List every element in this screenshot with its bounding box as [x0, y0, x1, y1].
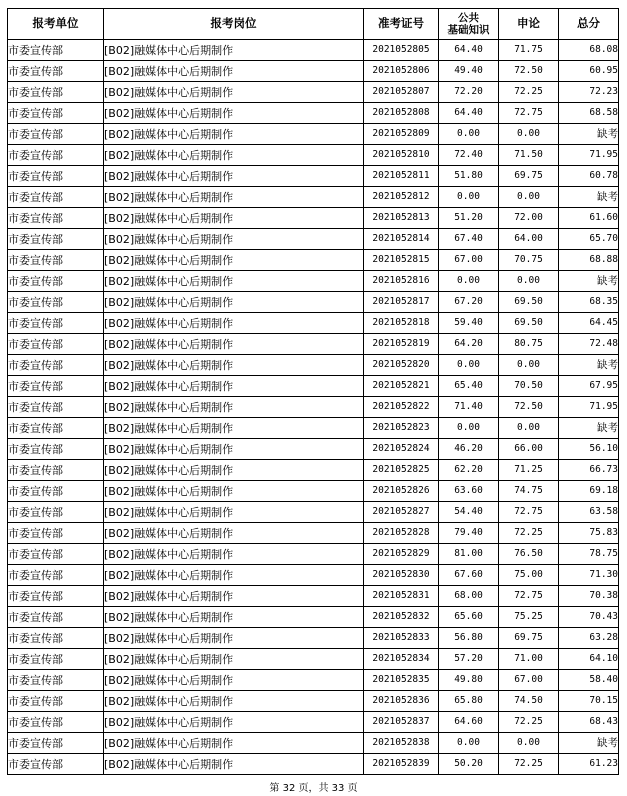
cell-knowledge: 64.40 — [439, 103, 499, 124]
cell-essay: 71.00 — [499, 649, 559, 670]
table-row — [8, 502, 619, 523]
header-essay: 申论 — [499, 9, 559, 40]
cell-essay: 72.75 — [499, 586, 559, 607]
cell-unit: 市委宣传部 — [8, 229, 104, 250]
cell-ticket: 2021052837 — [364, 712, 439, 733]
cell-knowledge: 72.40 — [439, 145, 499, 166]
cell-knowledge: 0.00 — [439, 733, 499, 754]
cell-total: 缺考 — [559, 271, 619, 292]
cell-unit: 市委宣传部 — [8, 271, 104, 292]
cell-knowledge: 59.40 — [439, 313, 499, 334]
cell-ticket: 2021052830 — [364, 565, 439, 586]
cell-post: [B02]融媒体中心后期制作 — [104, 670, 364, 691]
cell-total: 75.83 — [559, 523, 619, 544]
cell-essay: 75.25 — [499, 607, 559, 628]
cell-knowledge: 71.40 — [439, 397, 499, 418]
cell-post: [B02]融媒体中心后期制作 — [104, 565, 364, 586]
cell-unit: 市委宣传部 — [8, 544, 104, 565]
cell-knowledge: 0.00 — [439, 124, 499, 145]
table-row — [8, 229, 619, 250]
cell-post: [B02]融媒体中心后期制作 — [104, 145, 364, 166]
cell-knowledge: 56.80 — [439, 628, 499, 649]
cell-post: [B02]融媒体中心后期制作 — [104, 649, 364, 670]
table-row — [8, 82, 619, 103]
cell-knowledge: 50.20 — [439, 754, 499, 775]
score-table — [7, 8, 619, 775]
cell-total: 缺考 — [559, 418, 619, 439]
cell-knowledge: 67.60 — [439, 565, 499, 586]
cell-ticket: 2021052806 — [364, 61, 439, 82]
cell-unit: 市委宣传部 — [8, 754, 104, 775]
cell-total: 68.08 — [559, 40, 619, 61]
cell-post: [B02]融媒体中心后期制作 — [104, 481, 364, 502]
cell-total: 69.18 — [559, 481, 619, 502]
table-row — [8, 166, 619, 187]
table-row — [8, 439, 619, 460]
table-row — [8, 61, 619, 82]
cell-post: [B02]融媒体中心后期制作 — [104, 607, 364, 628]
cell-ticket: 2021052817 — [364, 292, 439, 313]
header-post: 报考岗位 — [104, 9, 364, 40]
cell-total: 56.10 — [559, 439, 619, 460]
table-body — [8, 40, 619, 775]
cell-post: [B02]融媒体中心后期制作 — [104, 82, 364, 103]
cell-essay: 72.25 — [499, 754, 559, 775]
cell-unit: 市委宣传部 — [8, 460, 104, 481]
cell-ticket: 2021052807 — [364, 82, 439, 103]
cell-knowledge: 67.20 — [439, 292, 499, 313]
cell-knowledge: 57.20 — [439, 649, 499, 670]
table-row — [8, 544, 619, 565]
cell-total: 64.10 — [559, 649, 619, 670]
cell-ticket: 2021052824 — [364, 439, 439, 460]
table-row — [8, 334, 619, 355]
cell-post: [B02]融媒体中心后期制作 — [104, 250, 364, 271]
cell-ticket: 2021052825 — [364, 460, 439, 481]
cell-post: [B02]融媒体中心后期制作 — [104, 271, 364, 292]
cell-knowledge: 46.20 — [439, 439, 499, 460]
table-row — [8, 481, 619, 502]
cell-ticket: 2021052808 — [364, 103, 439, 124]
cell-total: 72.23 — [559, 82, 619, 103]
table-row — [8, 754, 619, 775]
cell-essay: 69.75 — [499, 628, 559, 649]
cell-total: 68.35 — [559, 292, 619, 313]
header-unit: 报考单位 — [8, 9, 104, 40]
cell-essay: 70.50 — [499, 376, 559, 397]
cell-essay: 72.75 — [499, 103, 559, 124]
cell-post: [B02]融媒体中心后期制作 — [104, 313, 364, 334]
cell-total: 60.78 — [559, 166, 619, 187]
cell-ticket: 2021052805 — [364, 40, 439, 61]
cell-unit: 市委宣传部 — [8, 586, 104, 607]
cell-unit: 市委宣传部 — [8, 313, 104, 334]
cell-post: [B02]融媒体中心后期制作 — [104, 439, 364, 460]
cell-ticket: 2021052822 — [364, 397, 439, 418]
cell-unit: 市委宣传部 — [8, 712, 104, 733]
cell-unit: 市委宣传部 — [8, 565, 104, 586]
cell-ticket: 2021052828 — [364, 523, 439, 544]
cell-unit: 市委宣传部 — [8, 691, 104, 712]
cell-ticket: 2021052821 — [364, 376, 439, 397]
header-knowledge-line1: 公共 — [458, 12, 479, 24]
cell-ticket: 2021052839 — [364, 754, 439, 775]
cell-unit: 市委宣传部 — [8, 376, 104, 397]
cell-total: 70.15 — [559, 691, 619, 712]
cell-total: 63.28 — [559, 628, 619, 649]
cell-knowledge: 54.40 — [439, 502, 499, 523]
cell-essay: 71.25 — [499, 460, 559, 481]
cell-knowledge: 67.00 — [439, 250, 499, 271]
cell-ticket: 2021052816 — [364, 271, 439, 292]
cell-total: 缺考 — [559, 187, 619, 208]
cell-total: 70.43 — [559, 607, 619, 628]
cell-knowledge: 81.00 — [439, 544, 499, 565]
cell-knowledge: 49.80 — [439, 670, 499, 691]
cell-post: [B02]融媒体中心后期制作 — [104, 103, 364, 124]
cell-unit: 市委宣传部 — [8, 40, 104, 61]
cell-total: 61.60 — [559, 208, 619, 229]
cell-total: 70.38 — [559, 586, 619, 607]
cell-unit: 市委宣传部 — [8, 250, 104, 271]
cell-knowledge: 65.40 — [439, 376, 499, 397]
table-row — [8, 733, 619, 754]
table-row — [8, 187, 619, 208]
cell-unit: 市委宣传部 — [8, 355, 104, 376]
cell-unit: 市委宣传部 — [8, 61, 104, 82]
table-row — [8, 628, 619, 649]
table-row — [8, 418, 619, 439]
table-row — [8, 145, 619, 166]
table-row — [8, 607, 619, 628]
cell-essay: 0.00 — [499, 271, 559, 292]
cell-ticket: 2021052835 — [364, 670, 439, 691]
cell-knowledge: 0.00 — [439, 187, 499, 208]
cell-post: [B02]融媒体中心后期制作 — [104, 712, 364, 733]
cell-unit: 市委宣传部 — [8, 103, 104, 124]
cell-knowledge: 51.80 — [439, 166, 499, 187]
cell-ticket: 2021052813 — [364, 208, 439, 229]
cell-total: 68.43 — [559, 712, 619, 733]
cell-ticket: 2021052810 — [364, 145, 439, 166]
cell-post: [B02]融媒体中心后期制作 — [104, 397, 364, 418]
cell-knowledge: 0.00 — [439, 418, 499, 439]
cell-knowledge: 65.80 — [439, 691, 499, 712]
page-footer: 第 32 页，共 33 页 — [269, 783, 358, 794]
cell-total: 66.73 — [559, 460, 619, 481]
cell-total: 60.95 — [559, 61, 619, 82]
header-knowledge-line2: 基础知识 — [447, 24, 490, 36]
cell-essay: 0.00 — [499, 187, 559, 208]
cell-ticket: 2021052829 — [364, 544, 439, 565]
table-row — [8, 124, 619, 145]
cell-post: [B02]融媒体中心后期制作 — [104, 355, 364, 376]
cell-unit: 市委宣传部 — [8, 439, 104, 460]
cell-essay: 0.00 — [499, 355, 559, 376]
cell-total: 61.23 — [559, 754, 619, 775]
cell-knowledge: 79.40 — [439, 523, 499, 544]
cell-essay: 80.75 — [499, 334, 559, 355]
cell-total: 67.95 — [559, 376, 619, 397]
cell-unit: 市委宣传部 — [8, 502, 104, 523]
cell-ticket: 2021052833 — [364, 628, 439, 649]
cell-unit: 市委宣传部 — [8, 628, 104, 649]
cell-knowledge: 49.40 — [439, 61, 499, 82]
table-row — [8, 271, 619, 292]
cell-essay: 70.75 — [499, 250, 559, 271]
cell-post: [B02]融媒体中心后期制作 — [104, 187, 364, 208]
table-row — [8, 208, 619, 229]
cell-ticket: 2021052818 — [364, 313, 439, 334]
cell-essay: 0.00 — [499, 733, 559, 754]
cell-post: [B02]融媒体中心后期制作 — [104, 124, 364, 145]
cell-essay: 66.00 — [499, 439, 559, 460]
cell-knowledge: 65.60 — [439, 607, 499, 628]
cell-ticket: 2021052836 — [364, 691, 439, 712]
cell-unit: 市委宣传部 — [8, 124, 104, 145]
cell-essay: 69.75 — [499, 166, 559, 187]
cell-post: [B02]融媒体中心后期制作 — [104, 460, 364, 481]
cell-essay: 71.75 — [499, 40, 559, 61]
cell-post: [B02]融媒体中心后期制作 — [104, 166, 364, 187]
cell-total: 缺考 — [559, 355, 619, 376]
cell-post: [B02]融媒体中心后期制作 — [104, 733, 364, 754]
cell-post: [B02]融媒体中心后期制作 — [104, 292, 364, 313]
table-row — [8, 103, 619, 124]
table-row — [8, 670, 619, 691]
cell-total: 71.95 — [559, 145, 619, 166]
cell-essay: 72.75 — [499, 502, 559, 523]
cell-ticket: 2021052823 — [364, 418, 439, 439]
cell-knowledge: 64.40 — [439, 40, 499, 61]
cell-essay: 76.50 — [499, 544, 559, 565]
cell-post: [B02]融媒体中心后期制作 — [104, 502, 364, 523]
cell-knowledge: 68.00 — [439, 586, 499, 607]
cell-ticket: 2021052834 — [364, 649, 439, 670]
table-row — [8, 397, 619, 418]
table-row — [8, 586, 619, 607]
cell-essay: 74.50 — [499, 691, 559, 712]
cell-unit: 市委宣传部 — [8, 481, 104, 502]
cell-ticket: 2021052819 — [364, 334, 439, 355]
cell-ticket: 2021052814 — [364, 229, 439, 250]
cell-total: 71.30 — [559, 565, 619, 586]
cell-ticket: 2021052820 — [364, 355, 439, 376]
cell-unit: 市委宣传部 — [8, 334, 104, 355]
cell-total: 65.70 — [559, 229, 619, 250]
table-row — [8, 460, 619, 481]
table-row — [8, 40, 619, 61]
cell-post: [B02]融媒体中心后期制作 — [104, 376, 364, 397]
cell-essay: 0.00 — [499, 124, 559, 145]
header-knowledge — [439, 9, 499, 40]
table-row — [8, 313, 619, 334]
cell-post: [B02]融媒体中心后期制作 — [104, 40, 364, 61]
cell-unit: 市委宣传部 — [8, 733, 104, 754]
cell-knowledge: 63.60 — [439, 481, 499, 502]
cell-ticket: 2021052811 — [364, 166, 439, 187]
cell-total: 缺考 — [559, 733, 619, 754]
header-ticket: 准考证号 — [364, 9, 439, 40]
cell-knowledge: 0.00 — [439, 271, 499, 292]
cell-unit: 市委宣传部 — [8, 418, 104, 439]
cell-post: [B02]融媒体中心后期制作 — [104, 418, 364, 439]
cell-post: [B02]融媒体中心后期制作 — [104, 544, 364, 565]
table-row — [8, 523, 619, 544]
header-row — [8, 9, 619, 40]
cell-post: [B02]融媒体中心后期制作 — [104, 586, 364, 607]
cell-essay: 72.50 — [499, 61, 559, 82]
cell-total: 63.58 — [559, 502, 619, 523]
cell-essay: 74.75 — [499, 481, 559, 502]
table-row — [8, 292, 619, 313]
cell-unit: 市委宣传部 — [8, 670, 104, 691]
table-row — [8, 649, 619, 670]
cell-knowledge: 67.40 — [439, 229, 499, 250]
cell-knowledge: 0.00 — [439, 355, 499, 376]
cell-essay: 64.00 — [499, 229, 559, 250]
table-row — [8, 376, 619, 397]
cell-knowledge: 51.20 — [439, 208, 499, 229]
cell-total: 71.95 — [559, 397, 619, 418]
cell-post: [B02]融媒体中心后期制作 — [104, 691, 364, 712]
cell-total: 68.88 — [559, 250, 619, 271]
cell-unit: 市委宣传部 — [8, 82, 104, 103]
cell-post: [B02]融媒体中心后期制作 — [104, 754, 364, 775]
cell-total: 64.45 — [559, 313, 619, 334]
cell-ticket: 2021052831 — [364, 586, 439, 607]
cell-essay: 69.50 — [499, 292, 559, 313]
cell-unit: 市委宣传部 — [8, 523, 104, 544]
cell-unit: 市委宣传部 — [8, 166, 104, 187]
cell-total: 58.40 — [559, 670, 619, 691]
cell-ticket: 2021052826 — [364, 481, 439, 502]
cell-unit: 市委宣传部 — [8, 397, 104, 418]
table-row — [8, 250, 619, 271]
cell-ticket: 2021052832 — [364, 607, 439, 628]
cell-ticket: 2021052812 — [364, 187, 439, 208]
cell-post: [B02]融媒体中心后期制作 — [104, 61, 364, 82]
cell-ticket: 2021052809 — [364, 124, 439, 145]
cell-essay: 72.25 — [499, 523, 559, 544]
cell-knowledge: 64.60 — [439, 712, 499, 733]
cell-ticket: 2021052827 — [364, 502, 439, 523]
header-total: 总分 — [559, 9, 619, 40]
cell-unit: 市委宣传部 — [8, 187, 104, 208]
cell-unit: 市委宣传部 — [8, 607, 104, 628]
cell-post: [B02]融媒体中心后期制作 — [104, 523, 364, 544]
cell-essay: 69.50 — [499, 313, 559, 334]
cell-total: 72.48 — [559, 334, 619, 355]
cell-knowledge: 64.20 — [439, 334, 499, 355]
cell-essay: 72.00 — [499, 208, 559, 229]
cell-essay: 0.00 — [499, 418, 559, 439]
cell-knowledge: 72.20 — [439, 82, 499, 103]
cell-total: 缺考 — [559, 124, 619, 145]
table-row — [8, 691, 619, 712]
cell-total: 78.75 — [559, 544, 619, 565]
cell-post: [B02]融媒体中心后期制作 — [104, 334, 364, 355]
cell-essay: 71.50 — [499, 145, 559, 166]
cell-post: [B02]融媒体中心后期制作 — [104, 208, 364, 229]
cell-ticket: 2021052838 — [364, 733, 439, 754]
table-row — [8, 565, 619, 586]
cell-essay: 72.50 — [499, 397, 559, 418]
cell-essay: 75.00 — [499, 565, 559, 586]
cell-unit: 市委宣传部 — [8, 292, 104, 313]
table-row — [8, 712, 619, 733]
cell-post: [B02]融媒体中心后期制作 — [104, 229, 364, 250]
cell-unit: 市委宣传部 — [8, 649, 104, 670]
cell-post: [B02]融媒体中心后期制作 — [104, 628, 364, 649]
cell-essay: 72.25 — [499, 82, 559, 103]
cell-unit: 市委宣传部 — [8, 208, 104, 229]
cell-total: 68.58 — [559, 103, 619, 124]
cell-ticket: 2021052815 — [364, 250, 439, 271]
cell-unit: 市委宣传部 — [8, 145, 104, 166]
table-row — [8, 355, 619, 376]
cell-essay: 67.00 — [499, 670, 559, 691]
cell-knowledge: 62.20 — [439, 460, 499, 481]
cell-essay: 72.25 — [499, 712, 559, 733]
